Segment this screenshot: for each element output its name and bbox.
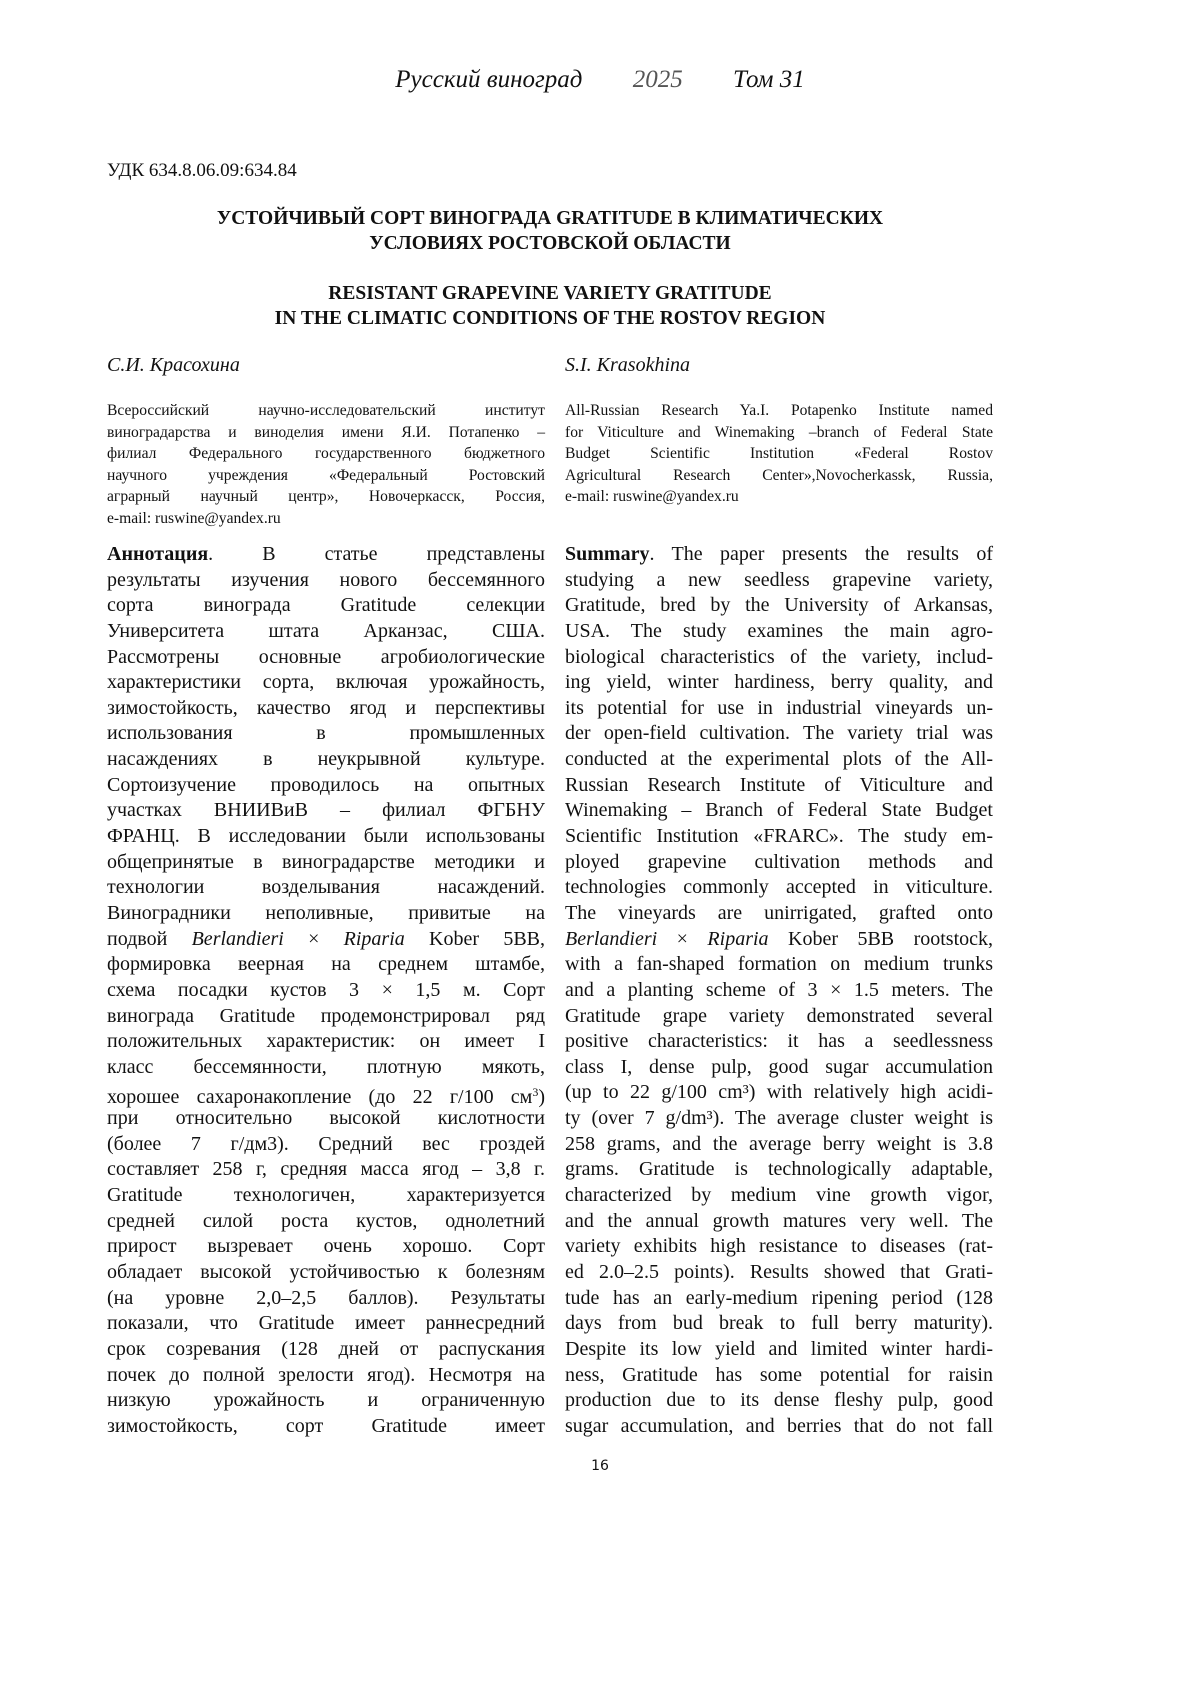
text-line: Russian Research Institute of Viticulture and — [565, 773, 993, 796]
text-line: класс бессемянности, плотную мякоть, — [107, 1055, 545, 1078]
text-line: зимостойкость, качество ягод и перспективы — [107, 696, 545, 719]
text-line: общепринятые в виноградарстве методики и — [107, 850, 545, 873]
text-line: days from bud break to full berry maturity). — [565, 1312, 993, 1335]
text-line: ed 2.0–2.5 points). Results showed that Grati- — [565, 1260, 993, 1283]
affiliation-russian — [107, 400, 545, 530]
journal-volume: Том 31 — [732, 66, 805, 93]
text-line: and the annual growth matures very well. The — [565, 1209, 993, 1232]
running-header — [0, 66, 1200, 94]
text-line: характеристики сорта, включая урожайность, — [107, 671, 545, 694]
affiliation-line: аграрный научный центр», Новочеркасск, Россия, — [107, 488, 545, 506]
text-line: sugar accumulation, and berries that do not fall — [565, 1414, 993, 1437]
text-line: positive characteristics: it has a seedlessness — [565, 1030, 993, 1053]
text-line: результаты изучения нового бессемянного — [107, 568, 545, 591]
text-line: The vineyards are unirrigated, grafted onto — [565, 901, 993, 924]
text-line: участках ВНИИВиВ – филиал ФГБНУ — [107, 799, 545, 822]
text-line — [107, 542, 545, 568]
abstract-russian — [107, 542, 545, 1439]
superscript: 3 — [532, 1085, 539, 1100]
text-line: ness, Gratitude has some potential for raisin — [565, 1363, 993, 1386]
author-russian: С.И. Красохина — [107, 354, 240, 376]
text-line: низкую урожайность и ограниченную — [107, 1389, 545, 1412]
text-line: 258 grams, and the average berry weight is 3.8 — [565, 1132, 993, 1155]
text-line: при относительно высокой кислотности — [107, 1107, 545, 1130]
text-run: ) — [538, 1086, 545, 1109]
text-line: средней силой роста кустов, однолетний — [107, 1209, 545, 1232]
text-line: формировка веерная на среднем штамбе, — [107, 953, 545, 976]
section-label: Аннотация — [107, 543, 209, 565]
journal-name: Русский виноград — [395, 66, 583, 93]
text-line — [107, 927, 545, 953]
title-english — [107, 281, 993, 331]
affiliation-line: Всероссийский научно-исследовательский институт — [107, 402, 545, 419]
section-label: Summary — [565, 543, 650, 565]
text-line — [565, 927, 993, 953]
text-line — [565, 542, 993, 568]
text-line: USA. The study examines the main agro- — [565, 619, 993, 642]
text-run: × — [657, 927, 708, 950]
text-line: положительных характеристик: он имеет I — [107, 1030, 545, 1053]
text-line: Gratitude, bred by the University of Arkansas, — [565, 594, 993, 617]
affiliation-line: e-mail: ruswine@yandex.ru — [565, 488, 739, 506]
text-line: grams. Gratitude is technologically adaptable, — [565, 1158, 993, 1181]
title-line: УСЛОВИЯХ РОСТОВСКОЙ ОБЛАСТИ — [369, 233, 731, 254]
text-run: Kober 5BB, — [404, 927, 545, 950]
text-line: biological characteristics of the variety, includ- — [565, 645, 993, 668]
text-line — [107, 1080, 545, 1109]
italic-term: Berlandieri — [565, 927, 658, 950]
text-line: Рассмотрены основные агробиологические — [107, 645, 545, 668]
text-line: составляет 258 г, средняя масса ягод – 3,8 г. — [107, 1158, 545, 1181]
text-line: studying a new seedless grapevine variety, — [565, 568, 993, 591]
text-line: Университета штата Арканзас, США. — [107, 619, 545, 642]
affiliation-line: филиал Федерального государственного бюджетного — [107, 445, 545, 463]
text-line: использования в промышленных — [107, 722, 545, 745]
title-line: IN THE CLIMATIC CONDITIONS OF THE ROSTOV REGION — [274, 308, 826, 329]
text-line: Сортоизучение проводилось на опытных — [107, 773, 545, 796]
page-number: 16 — [591, 1458, 609, 1474]
affiliation-line: научного учреждения «Федеральный Ростовский — [107, 466, 545, 484]
text-line: Despite its low yield and limited winter hardi- — [565, 1337, 993, 1360]
udk-code: УДК 634.8.06.09:634.84 — [107, 160, 297, 181]
text-line: ФРАНЦ. В исследовании были использованы — [107, 825, 545, 848]
affiliation-line: Budget Scientific Institution «Federal Rostov — [565, 445, 993, 463]
text-line: its potential for use in industrial vineyards un- — [565, 696, 993, 719]
text-line: схема посадки кустов 3 × 1,5 м. Сорт — [107, 978, 545, 1001]
text-line: прирост вызревает очень хорошо. Сорт — [107, 1235, 545, 1258]
text-run: . В статье представлены — [208, 543, 545, 565]
journal-year: 2025 — [632, 66, 683, 93]
text-line: зимостойкость, сорт Gratitude имеет — [107, 1414, 545, 1437]
text-run: хорошее сахаронакопление (до 22 г/100 см — [107, 1086, 533, 1109]
text-line: почек до полной зрелости ягод). Несмотря на — [107, 1363, 545, 1386]
affiliation-line: e-mail: ruswine@yandex.ru — [107, 509, 281, 527]
text-line: обладает высокой устойчивостью к болезням — [107, 1260, 545, 1283]
text-line: variety exhibits high resistance to diseases (rat- — [565, 1235, 993, 1258]
text-run: подвой — [107, 927, 192, 950]
text-line: срок созревания (128 дней от распускания — [107, 1337, 545, 1360]
text-run: Kober 5BB rootstock, — [768, 927, 994, 950]
text-line: винограда Gratitude продемонстрировал ряд — [107, 1004, 545, 1027]
text-line: and a planting scheme of 3 × 1.5 meters. The — [565, 978, 993, 1001]
text-line: сорта винограда Gratitude селекции — [107, 594, 545, 617]
text-line: (на уровне 2,0–2,5 баллов). Результаты — [107, 1286, 545, 1309]
affiliation-line: Agricultural Research Center»,Novocherkassk, Russia, — [565, 466, 993, 484]
text-line: ty (over 7 g/dm³). The average cluster weight is — [565, 1107, 993, 1130]
text-line: Gratitude grape variety demonstrated several — [565, 1004, 993, 1027]
text-line: ing yield, winter hardiness, berry quality, and — [565, 671, 993, 694]
text-line: Scientific Institution «FRARC». The study em- — [565, 825, 993, 848]
text-line: Виноградники неполивные, привитые на — [107, 901, 545, 924]
text-line: with a fan-shaped formation on medium trunks — [565, 953, 993, 976]
text-line: characterized by medium vine growth vigor, — [565, 1184, 993, 1207]
text-line: technologies commonly accepted in viticulture. — [565, 876, 993, 899]
text-line: der open-field cultivation. The variety trial was — [565, 722, 993, 745]
affiliation-line: All-Russian Research Ya.I. Potapenko Institute named — [565, 402, 993, 419]
text-run: . The paper presents the results of — [649, 543, 993, 565]
text-line: production due to its dense fleshy pulp, good — [565, 1389, 993, 1412]
abstract-english — [565, 542, 993, 1439]
text-line: Winemaking – Branch of Federal State Budget — [565, 799, 993, 822]
text-line: показали, что Gratitude имеет раннесредний — [107, 1312, 545, 1335]
title-line: RESISTANT GRAPEVINE VARIETY GRATITUDE — [328, 283, 772, 304]
title-russian — [107, 206, 993, 256]
italic-term: Riparia — [343, 927, 405, 950]
text-line: class I, dense pulp, good sugar accumulation — [565, 1055, 993, 1078]
text-line: conducted at the experimental plots of the All- — [565, 748, 993, 771]
author-english: S.I. Krasokhina — [565, 354, 690, 376]
title-line: УСТОЙЧИВЫЙ СОРТ ВИНОГРАДА GRATITUDE В КЛИМАТИЧЕСКИХ — [216, 208, 884, 229]
italic-term: Riparia — [707, 927, 769, 950]
italic-term: Berlandieri — [191, 927, 284, 950]
text-run: × — [283, 927, 344, 950]
text-line: технологии возделывания насаждений. — [107, 876, 545, 899]
text-line: ployed grapevine cultivation methods and — [565, 850, 993, 873]
affiliation-english — [565, 400, 993, 508]
text-line: (более 7 г/дм3). Средний вес гроздей — [107, 1132, 545, 1155]
affiliation-line: виноградарства и виноделия имени Я.И. Потапенко – — [107, 423, 545, 441]
text-line: tude has an early-medium ripening period (128 — [565, 1286, 993, 1309]
text-line: насаждениях в неукрывной культуре. — [107, 748, 545, 771]
text-line: Gratitude технологичен, характеризуется — [107, 1184, 545, 1207]
text-line: (up to 22 g/100 cm³) with relatively high acidi- — [565, 1081, 993, 1104]
affiliation-line: for Viticulture and Winemaking –branch of Federal State — [565, 423, 993, 441]
